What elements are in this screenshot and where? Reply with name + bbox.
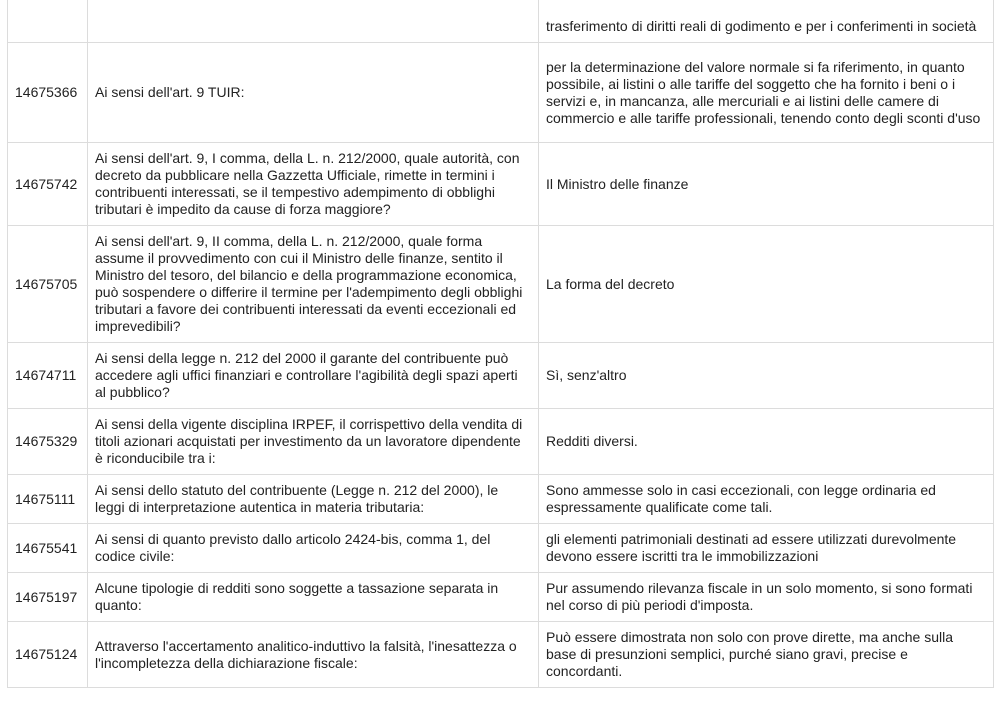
question-cell	[88, 0, 539, 43]
row-id-cell: 14675742	[8, 143, 88, 226]
table-row	[8, 343, 994, 409]
table-row	[8, 573, 994, 622]
qa-table-container	[7, 0, 993, 688]
answer-cell: Può essere dimostrata non solo con prove dirette, ma anche sulla base di presunzioni semplici, purché siano gravi, precise e concordanti.	[539, 622, 994, 688]
answer-cell: trasferimento di diritti reali di godimento e per i conferimenti in società	[539, 0, 994, 43]
table-row	[8, 524, 994, 573]
table-row	[8, 622, 994, 688]
answer-cell: Redditi diversi.	[539, 409, 994, 475]
table-row	[8, 475, 994, 524]
question-cell: Attraverso l'accertamento analitico-induttivo la falsità, l'inesattezza o l'incompletezza della dichiarazione fiscale:	[88, 622, 539, 688]
table-row	[8, 226, 994, 343]
question-cell: Ai sensi della vigente disciplina IRPEF, il corrispettivo della vendita di titoli azionari acquistati per investimento da un lavoratore dipendente è riconducibile tra i:	[88, 409, 539, 475]
answer-cell: Il Ministro delle finanze	[539, 143, 994, 226]
row-id-cell: 14675705	[8, 226, 88, 343]
answer-cell: Sono ammesse solo in casi eccezionali, con legge ordinaria ed espressamente qualificate come tali.	[539, 475, 994, 524]
table-row	[8, 43, 994, 143]
answer-cell: per la determinazione del valore normale si fa riferimento, in quanto possibile, ai listini o alle tariffe del soggetto che ha fornito i beni o i servizi e, in mancanza, alle mercuriali e ai listini delle camere di commercio e alle tariffe professionali, tenendo conto degli sconti d'uso	[539, 43, 994, 143]
question-cell: Ai sensi dell'art. 9, II comma, della L. n. 212/2000, quale forma assume il provvedimento con cui il Ministro delle finanze, sentito il Ministro del tesoro, del bilancio e della programmazione economica, può sospendere o differire il termine per l'adempimento degli obblighi tributari a favore dei contribuenti interessati da eventi eccezionali ed imprevedibili?	[88, 226, 539, 343]
question-cell: Alcune tipologie di redditi sono soggette a tassazione separata in quanto:	[88, 573, 539, 622]
table-row	[8, 0, 994, 43]
row-id-cell: 14675541	[8, 524, 88, 573]
row-id-cell: 14675197	[8, 573, 88, 622]
question-cell: Ai sensi dello statuto del contribuente (Legge n. 212 del 2000), le leggi di interpretazione autentica in materia tributaria:	[88, 475, 539, 524]
question-cell: Ai sensi di quanto previsto dallo articolo 2424-bis, comma 1, del codice civile:	[88, 524, 539, 573]
row-id-cell: 14675366	[8, 43, 88, 143]
qa-table	[7, 0, 994, 688]
row-id-cell: 14675111	[8, 475, 88, 524]
row-id-cell: 14675329	[8, 409, 88, 475]
answer-cell: Pur assumendo rilevanza fiscale in un solo momento, si sono formati nel corso di più periodi d'imposta.	[539, 573, 994, 622]
row-id-cell	[8, 0, 88, 43]
answer-cell: gli elementi patrimoniali destinati ad essere utilizzati durevolmente devono essere iscritti tra le immobilizzazioni	[539, 524, 994, 573]
answer-cell: La forma del decreto	[539, 226, 994, 343]
question-cell: Ai sensi dell'art. 9 TUIR:	[88, 43, 539, 143]
table-row	[8, 143, 994, 226]
table-row	[8, 409, 994, 475]
question-cell: Ai sensi dell'art. 9, I comma, della L. n. 212/2000, quale autorità, con decreto da pubblicare nella Gazzetta Ufficiale, rimette in termini i contribuenti interessati, se il tempestivo adempimento di obblighi tributari è impedito da cause di forza maggiore?	[88, 143, 539, 226]
row-id-cell: 14674711	[8, 343, 88, 409]
row-id-cell: 14675124	[8, 622, 88, 688]
answer-cell: Sì, senz'altro	[539, 343, 994, 409]
question-cell: Ai sensi della legge n. 212 del 2000 il garante del contribuente può accedere agli uffici finanziari e controllare l'agibilità degli spazi aperti al pubblico?	[88, 343, 539, 409]
